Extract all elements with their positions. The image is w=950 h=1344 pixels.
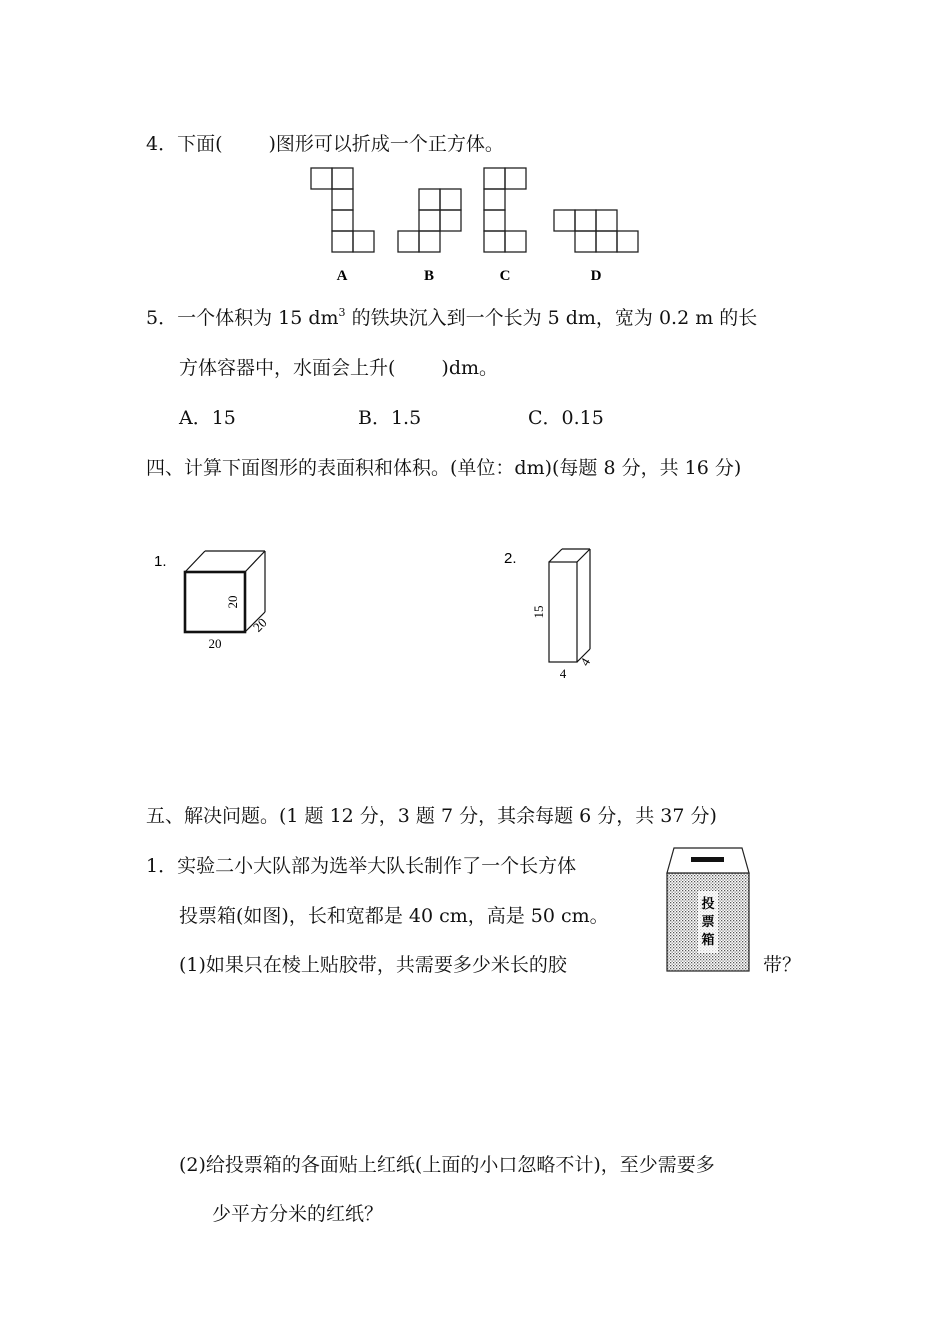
p1-line1 — [146, 851, 576, 878]
q5-choice-a: A．15 — [179, 407, 236, 429]
fig1-number: 1. — [154, 553, 167, 570]
net-c — [484, 168, 526, 252]
q5-line1 — [146, 303, 757, 330]
box-char-3: 箱 — [701, 933, 715, 948]
fig2-bottom-label: 4 — [559, 666, 567, 681]
net-a — [311, 168, 374, 252]
option-b-label: B — [423, 268, 435, 284]
p1-sub1-b: 带？ — [763, 954, 802, 976]
q5-choice-c: C．0.15 — [528, 407, 604, 429]
q4-text-b: )图形可以折成一个正方体。 — [268, 133, 504, 155]
fig2-height-label: 15 — [531, 605, 546, 619]
q4-line — [146, 129, 504, 156]
cuboid-figure — [500, 540, 620, 690]
section4-title: 四、计算下面图形的表面积和体积。(单位：dm)(每题 8 分，共 16 分) — [146, 457, 742, 479]
q5-line1-sup: 3 — [338, 306, 346, 319]
q5-line1-b: 的铁块沉入到一个长为 5 dm，宽为 0.2 m 的长 — [345, 307, 758, 329]
p1-line1-text: 实验二小大队部为选举大队长制作了一个长方体 — [177, 855, 577, 877]
fig1-side-label: 20 — [249, 614, 270, 635]
fig2-number: 2. — [504, 550, 517, 567]
fig1-front-label: 20 — [225, 595, 240, 609]
p1-sub2-line2: 少平方分米的红纸？ — [212, 1203, 384, 1225]
q5-number: 5． — [146, 307, 178, 329]
cube-figure — [150, 540, 290, 660]
section5-title: 五、解决问题。(1 题 12 分，3 题 7 分，其余每题 6 分，共 37 分) — [146, 805, 717, 827]
q5-line2 — [179, 353, 498, 380]
q5-line2-b: )dm。 — [441, 357, 499, 379]
box-char-1: 投 — [701, 897, 715, 912]
q5-choice-b: B．1.5 — [358, 407, 422, 429]
p1-number: 1． — [146, 855, 178, 877]
q5-line2-a: 方体容器中，水面会上升( — [179, 357, 396, 379]
box-char-2: 票 — [701, 915, 715, 930]
q5-line1-a: 一个体积为 15 dm — [177, 307, 339, 329]
net-b — [398, 189, 461, 252]
fig1-bottom-label: 20 — [208, 636, 222, 651]
p1-line2: 投票箱(如图)，长和宽都是 40 cm，高是 50 cm。 — [179, 905, 609, 927]
ballot-box-figure — [664, 845, 754, 975]
option-c-label: C — [499, 268, 511, 284]
p1-sub2-line1: (2)给投票箱的各面贴上红纸(上面的小口忽略不计)，至少需要多 — [179, 1154, 715, 1176]
fig2-depth-label: 4 — [576, 655, 594, 669]
option-a-label: A — [336, 268, 348, 284]
net-d — [554, 210, 638, 252]
cube-net-figures — [0, 160, 950, 290]
p1-sub1-a: (1)如果只在棱上贴胶带，共需要多少米长的胶 — [179, 954, 567, 976]
q4-number: 4． — [146, 133, 178, 155]
option-d-label: D — [590, 268, 602, 284]
q4-text-a: 下面( — [177, 133, 223, 155]
